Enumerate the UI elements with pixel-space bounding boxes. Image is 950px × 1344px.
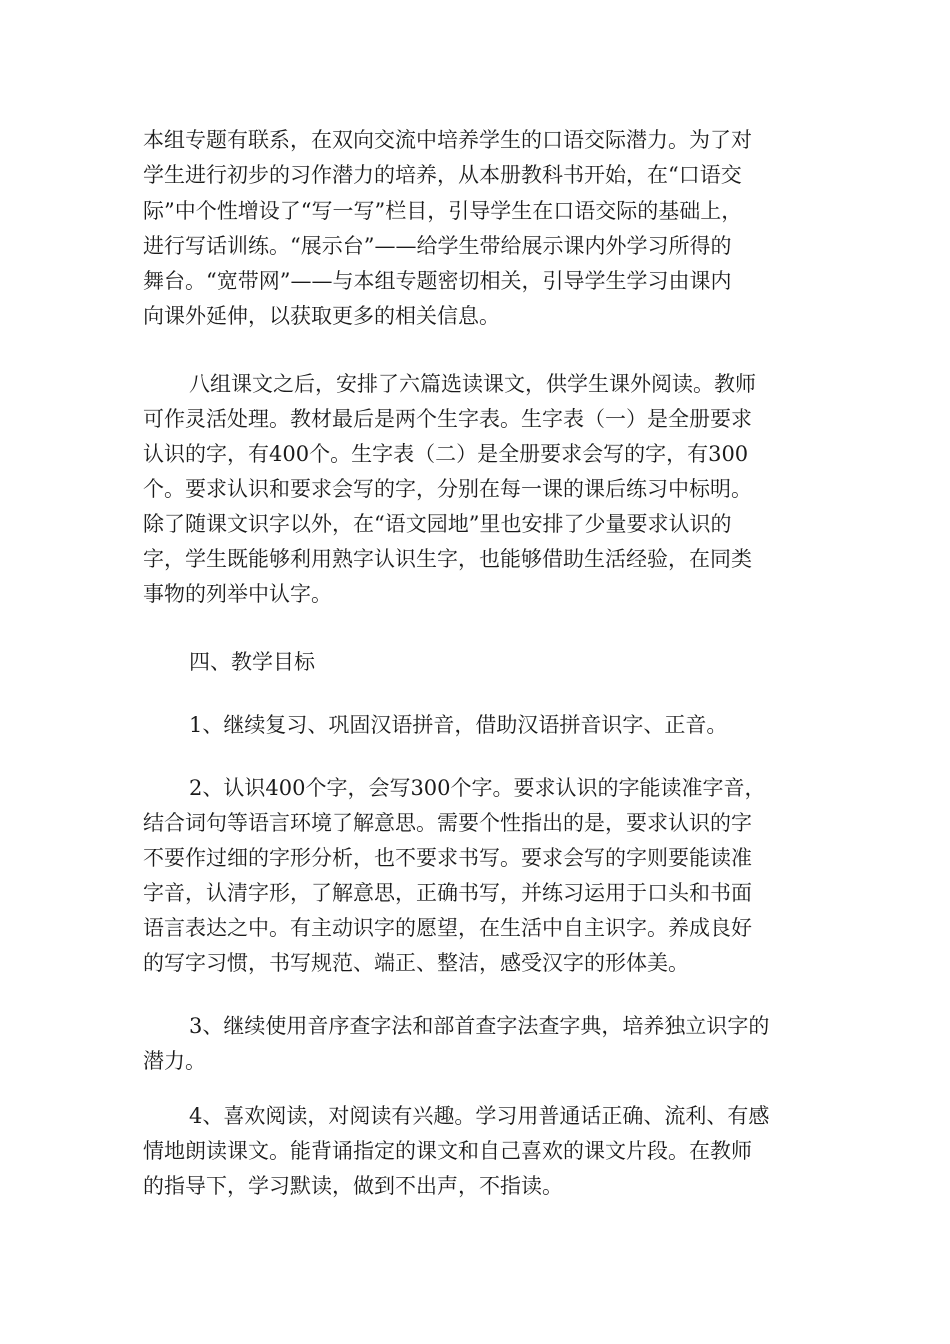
text-line: 3、继续使用音序查字法和部首查字法查字典，培养独立识字的 [189,1014,770,1038]
text-line: 情地朗读课文。能背诵指定的课文和自己喜欢的课文片段。在教师 [143,1139,752,1163]
text-line: 个。要求认识和要求会写的字，分别在每一课的课后练习中标明。 [143,477,752,501]
text-line: 可作灵活处理。教材最后是两个生字表。生字表（一）是全册要求 [143,407,752,431]
text-line: 不要作过细的字形分析，也不要求书写。要求会写的字则要能读准 [143,846,752,870]
text-line: 际”中个性增设了“写一写”栏目，引导学生在口语交际的基础上， [143,199,743,223]
text-line: 学生进行初步的习作潜力的培养，从本册教科书开始，在“口语交 [143,163,742,187]
section-heading: 四、教学目标 [189,650,315,674]
text-line: 结合词句等语言环境了解意思。需要个性指出的是，要求认识的字 [143,811,752,835]
text-line: 2、认识400个字，会写300个字。要求认识的字能读准字音， [189,776,766,800]
text-line: 潜力。 [143,1049,206,1073]
text-line: 的写字习惯，书写规范、端正、整洁，感受汉字的形体美。 [143,951,689,975]
text-line: 语言表达之中。有主动识字的愿望，在生活中自主识字。养成良好 [143,916,752,940]
text-line: 4、喜欢阅读，对阅读有兴趣。学习用普通话正确、流利、有感 [189,1104,770,1128]
text-line: 本组专题有联系，在双向交流中培养学生的口语交际潜力。为了对 [143,128,752,152]
text-line: 1、继续复习、巩固汉语拼音，借助汉语拼音识字、正音。 [189,713,728,737]
text-line: 认识的字，有400个。生字表（二）是全册要求会写的字，有300 [143,442,749,466]
text-line: 字音，认清字形，了解意思，正确书写，并练习运用于口头和书面 [143,881,752,905]
text-line: 舞台。“宽带网”——与本组专题密切相关，引导学生学习由课内 [143,269,732,293]
text-line: 字，学生既能够利用熟字认识生字，也能够借助生活经验，在同类 [143,547,752,571]
text-line: 进行写话训练。“展示台”——给学生带给展示课内外学习所得的 [143,234,732,258]
text-line: 向课外延伸，以获取更多的相关信息。 [143,304,500,328]
text-line: 事物的列举中认字。 [143,582,332,606]
text-line: 的指导下，学习默读，做到不出声，不指读。 [143,1174,563,1198]
text-line: 除了随课文识字以外，在“语文园地”里也安排了少量要求认识的 [143,512,732,536]
text-line: 八组课文之后，安排了六篇选读课文，供学生课外阅读。教师 [189,372,756,396]
